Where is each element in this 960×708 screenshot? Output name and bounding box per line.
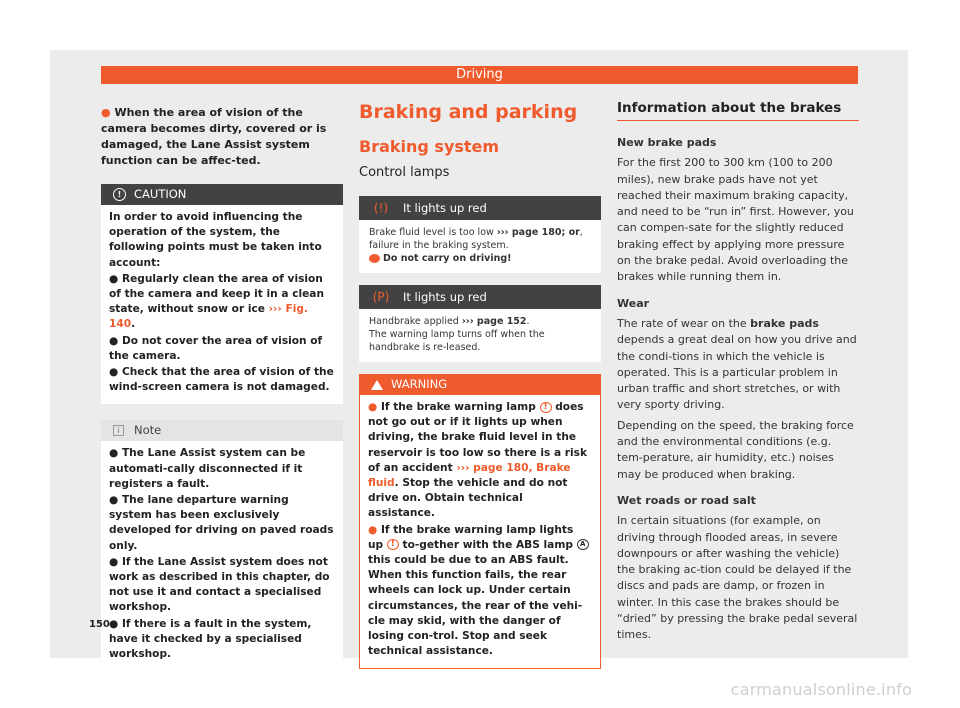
lamp-brake-fluid bbox=[359, 196, 601, 273]
page-link[interactable]: ››› page 180 bbox=[496, 227, 562, 238]
lamp-header: (!) It lights up red bbox=[359, 196, 601, 220]
caution-icon: ! bbox=[113, 188, 126, 201]
section-heading: Information about the brakes bbox=[617, 100, 859, 121]
parking-brake-icon: (P) bbox=[372, 290, 390, 304]
warning-item: ● If the brake warning lamp ! does not go out or if it lights up when driving, the brake fluid level in the reservoir is too low so there is a risk of an accident ››› page 180, Brake fluid. Stop the vehicle and do not drive on. Obtain technical assistance. bbox=[368, 401, 587, 520]
control-lamps-title: Control lamps bbox=[359, 165, 450, 180]
column-left bbox=[101, 100, 343, 671]
note-header: i Note bbox=[101, 420, 343, 441]
caution-body bbox=[101, 205, 343, 404]
note-item: ● If the Lane Assist system does not work as described in this chapter, do not use it and contact a specialised workshop. bbox=[109, 555, 330, 614]
warning-box bbox=[359, 374, 601, 669]
caution-item: ● Regularly clean the area of vision of the camera and keep it in a clean state, without snow or ice ››› Fig. 140. bbox=[109, 272, 324, 331]
intro-bullet: ● When the area of vision of the camera becomes dirty, covered or is damaged, the Lane Assist system function can be affec-ted. bbox=[101, 106, 327, 167]
lamp-body: Handbrake applied ››› page 152. The warning lamp turns off when the handbrake is re-leased. bbox=[359, 309, 601, 362]
subsection-title: Braking system bbox=[359, 137, 500, 156]
brake-warning-icon: ! bbox=[387, 539, 399, 550]
page-number: 150 bbox=[89, 619, 110, 630]
warning-item: ● If the brake warning lamp lights up ! to-gether with the ABS lamp A this could be due to an ABS fault. When this function fails, the rear wheels can lock up. Under certain circumstances, the rear of the vehi-cle may skid, with the danger of losing con-trol. Stop and seek technical assistance. bbox=[368, 523, 592, 660]
warning-header: WARNING bbox=[359, 374, 601, 395]
section-title: Braking and parking bbox=[359, 101, 578, 123]
lamp-body: Brake fluid level is too low ››› page 180; or, failure in the braking system. Do not carry on driving! bbox=[359, 220, 601, 273]
paragraph: Depending on the speed, the braking force and the environmental conditions (e.g. tem-perature, air humidity, etc.) noises may be produced when braking. bbox=[617, 418, 854, 481]
brake-fluid-link[interactable]: ››› page 180, Brake fluid bbox=[368, 461, 571, 490]
caution-box bbox=[101, 184, 343, 404]
bullet-icon: ● bbox=[101, 106, 111, 119]
subheading: Wet roads or road salt bbox=[617, 493, 756, 507]
watermark: carmanualsonline.info bbox=[730, 680, 912, 699]
fig-link[interactable]: ››› Fig. 140 bbox=[109, 303, 308, 331]
warning-body bbox=[359, 395, 601, 669]
page-link[interactable]: ››› page 152 bbox=[461, 316, 527, 327]
chapter-header: Driving bbox=[101, 66, 858, 84]
note-body bbox=[101, 441, 343, 671]
column-right bbox=[617, 100, 859, 644]
note-item: ● The lane departure warning system has been exclusively developed for driving on paved roads only. bbox=[109, 494, 334, 552]
caution-item: ● Do not cover the area of vision of the camera. bbox=[109, 334, 323, 362]
lamp-handbrake bbox=[359, 285, 601, 362]
stop-icon bbox=[369, 254, 380, 263]
paragraph: The rate of wear on the brake pads depends a great deal on how you drive and the condi-tions in which the vehicle is operated. This is a particular problem in urban traffic and short stretches, or with very sporty driving. bbox=[617, 316, 857, 412]
info-icon: i bbox=[113, 425, 124, 436]
note-item: ● The Lane Assist system can be automati-cally disconnected if it registers a fault. bbox=[109, 447, 306, 490]
caution-header: ! CAUTION bbox=[101, 184, 343, 205]
lamp-header: (P) It lights up red bbox=[359, 285, 601, 309]
caution-item: ● Check that the area of vision of the wind-screen camera is not damaged. bbox=[109, 366, 334, 394]
subheading: Wear bbox=[617, 296, 650, 310]
paragraph: In certain situations (for example, on driving through flooded areas, in severe downpours or after washing the vehicle) the braking ac-tion could be delayed if the discs and pads are damp, or frozen in winter. In this case the brakes should be “dried” by pressing the brake pedal several times. bbox=[617, 514, 858, 642]
brake-warning-icon: ! bbox=[540, 402, 552, 413]
abs-icon: A bbox=[577, 539, 589, 550]
column-middle bbox=[359, 100, 601, 669]
subheading: New brake pads bbox=[617, 136, 717, 149]
brake-warning-icon: (!) bbox=[373, 201, 389, 215]
note-item: ● If there is a fault in the system, have it checked by a specialised workshop. bbox=[109, 617, 312, 661]
paragraph: For the first 200 to 300 km (100 to 200 miles), new brake pads have not yet reached their maximum braking capacity, and need to be “run in” first. However, you can compen-sate for the slightly reduced braking effect by applying more pressure on the brake pedal. Avoid overloading the brakes while running them in. bbox=[617, 156, 854, 284]
warning-triangle-icon bbox=[371, 380, 383, 390]
note-box bbox=[101, 420, 343, 671]
caution-intro: In order to avoid influencing the operation of the system, the following points must be taken into account: bbox=[109, 211, 322, 269]
